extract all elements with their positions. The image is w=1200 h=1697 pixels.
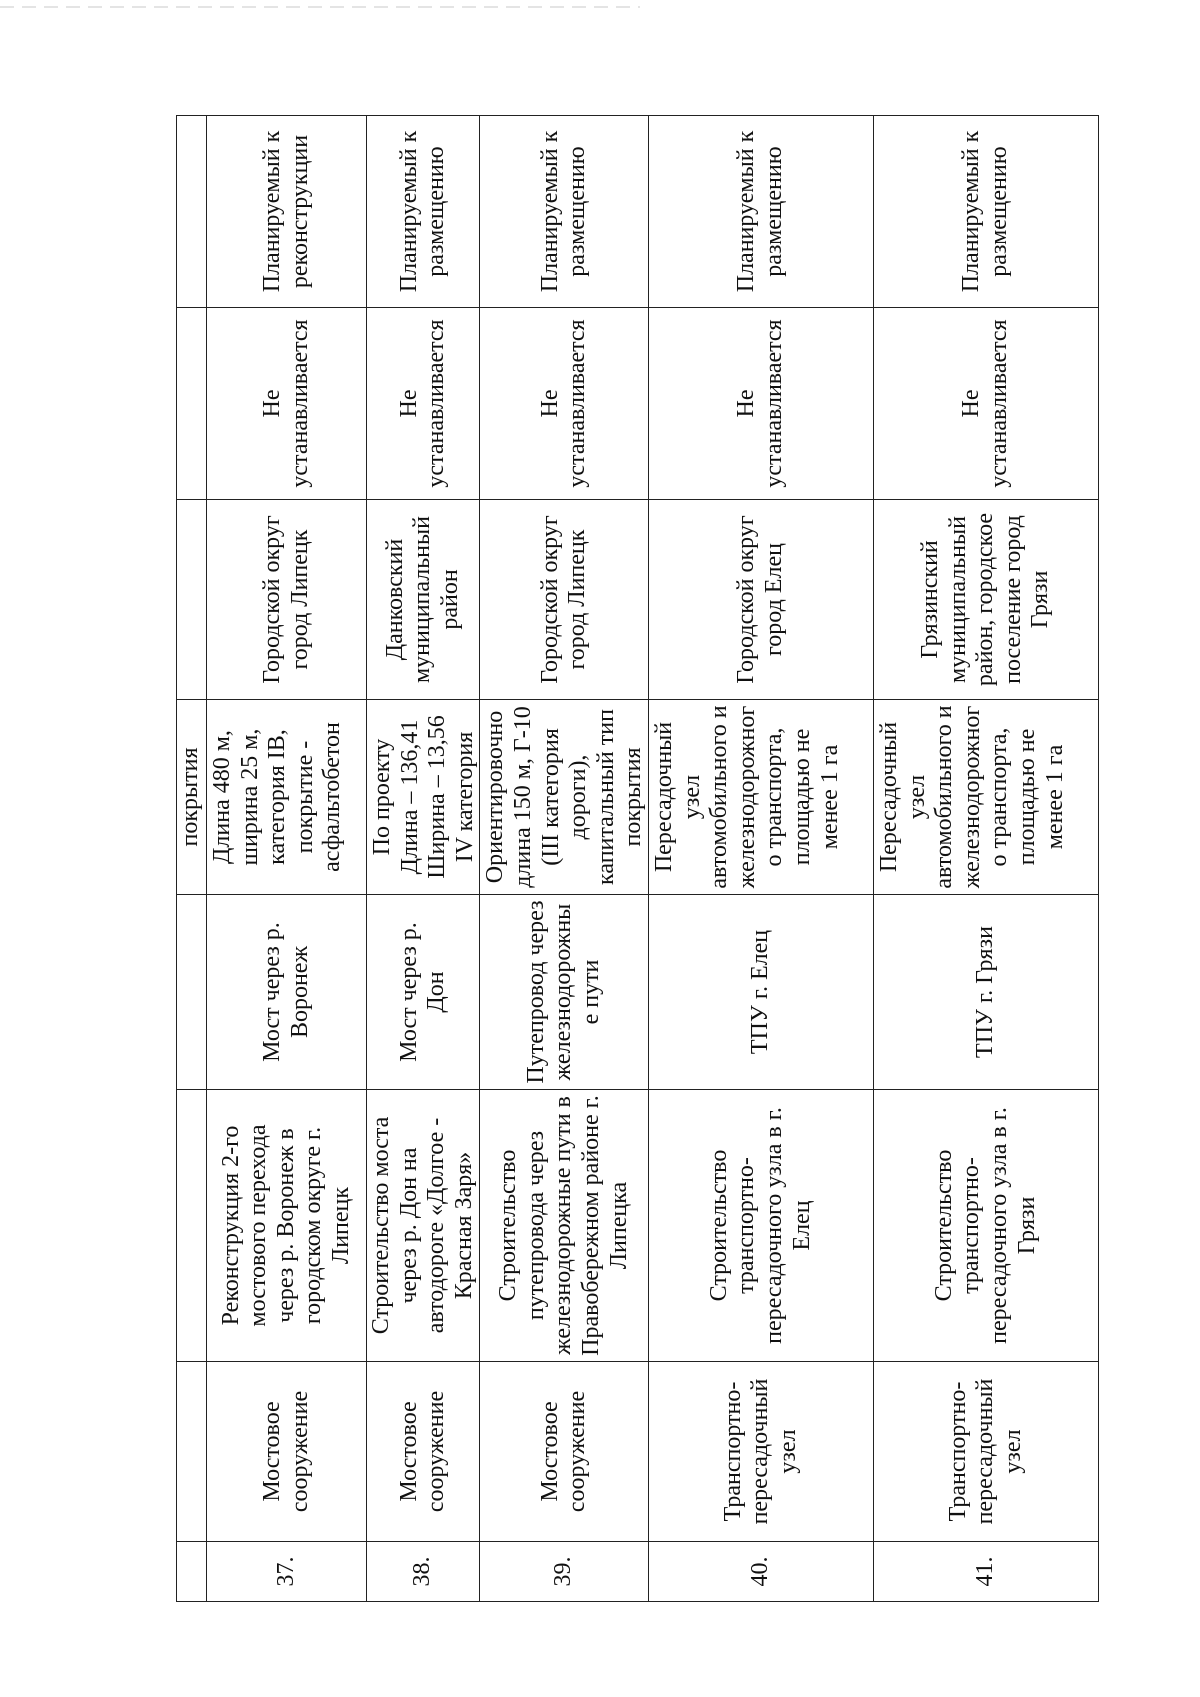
object-name: Строительство транспортно-пересадочного узла в г. Елец	[648, 1090, 873, 1362]
head-location	[177, 500, 207, 700]
object-location: Городской округ город Липецк	[480, 500, 649, 700]
object-status: Планируемый к размещению	[873, 116, 1098, 308]
object-name: Строительство транспортно-пересадочного узла в г. Грязи	[873, 1090, 1098, 1362]
object-status: Планируемый к размещению	[367, 116, 480, 308]
scan-artifact	[0, 6, 640, 8]
continuation-row	[177, 116, 207, 1602]
object-short-name: ТПУ г. Грязи	[873, 895, 1098, 1090]
table-row	[367, 116, 480, 1602]
table-row	[873, 116, 1098, 1602]
head-status	[177, 116, 207, 308]
object-status: Планируемый к размещению	[648, 116, 873, 308]
object-short-name: Мост через р. Воронеж	[207, 895, 367, 1090]
object-type: Транспортно-пересадочный узел	[648, 1362, 873, 1542]
rotated-document	[176, 116, 1086, 1602]
object-type: Транспортно-пересадочный узел	[873, 1362, 1098, 1542]
object-zone: Не устанавливается	[480, 308, 649, 500]
object-type: Мостовое сооружение	[367, 1362, 480, 1542]
object-status: Планируемый к реконструкции	[207, 116, 367, 308]
row-number: 37.	[207, 1542, 367, 1602]
table-row	[480, 116, 649, 1602]
object-status: Планируемый к размещению	[480, 116, 649, 308]
object-indicators: Пересадочный узел автомобильного и железнодорожного транспорта, площадью не менее 1 га	[873, 700, 1098, 895]
object-type: Мостовое сооружение	[480, 1362, 649, 1542]
table-row	[207, 116, 367, 1602]
object-indicators: Ориентировочно длина 150 м, Г-10 (III категория дороги), капитальный тип покрытия	[480, 700, 649, 895]
object-indicators: Пересадочный узел автомобильного и железнодорожного транспорта, площадью не менее 1 га	[648, 700, 873, 895]
object-short-name: Путепровод через железнодорожные пути	[480, 895, 649, 1090]
object-zone: Не устанавливается	[207, 308, 367, 500]
object-short-name: Мост через р. Дон	[367, 895, 480, 1090]
object-indicators: Длина 480 м, ширина 25 м, категория IB, покрытие - асфальтобетон	[207, 700, 367, 895]
row-number: 39.	[480, 1542, 649, 1602]
object-location: Грязинский муниципальный район, городское поселение город Грязи	[873, 500, 1098, 700]
object-location: Данковский муниципальный район	[367, 500, 480, 700]
row-number: 38.	[367, 1542, 480, 1602]
head-type	[177, 1362, 207, 1542]
head-name	[177, 1090, 207, 1362]
objects-table	[176, 115, 1099, 1602]
object-location: Городской округ город Липецк	[207, 500, 367, 700]
table-row	[648, 116, 873, 1602]
object-location: Городской округ город Елец	[648, 500, 873, 700]
head-zone	[177, 308, 207, 500]
row-number: 40.	[648, 1542, 873, 1602]
object-name: Реконструкция 2-го мостового перехода через р. Воронеж в городском округе г. Липецк	[207, 1090, 367, 1362]
object-type: Мостовое сооружение	[207, 1362, 367, 1542]
object-zone: Не устанавливается	[873, 308, 1098, 500]
object-name: Строительство моста через р. Дон на автодороге «Долгое - Красная Заря»	[367, 1090, 480, 1362]
row-number: 41.	[873, 1542, 1098, 1602]
head-object	[177, 895, 207, 1090]
object-name: Строительство путепровода через железнодорожные пути в Правобережном районе г. Липецка	[480, 1090, 649, 1362]
object-zone: Не устанавливается	[648, 308, 873, 500]
object-zone: Не устанавливается	[367, 308, 480, 500]
head-indicator: покрытия	[177, 700, 207, 895]
head-num	[177, 1542, 207, 1602]
object-short-name: ТПУ г. Елец	[648, 895, 873, 1090]
object-indicators: По проекту Длина – 136,41 Ширина – 13,56 IV категория	[367, 700, 480, 895]
